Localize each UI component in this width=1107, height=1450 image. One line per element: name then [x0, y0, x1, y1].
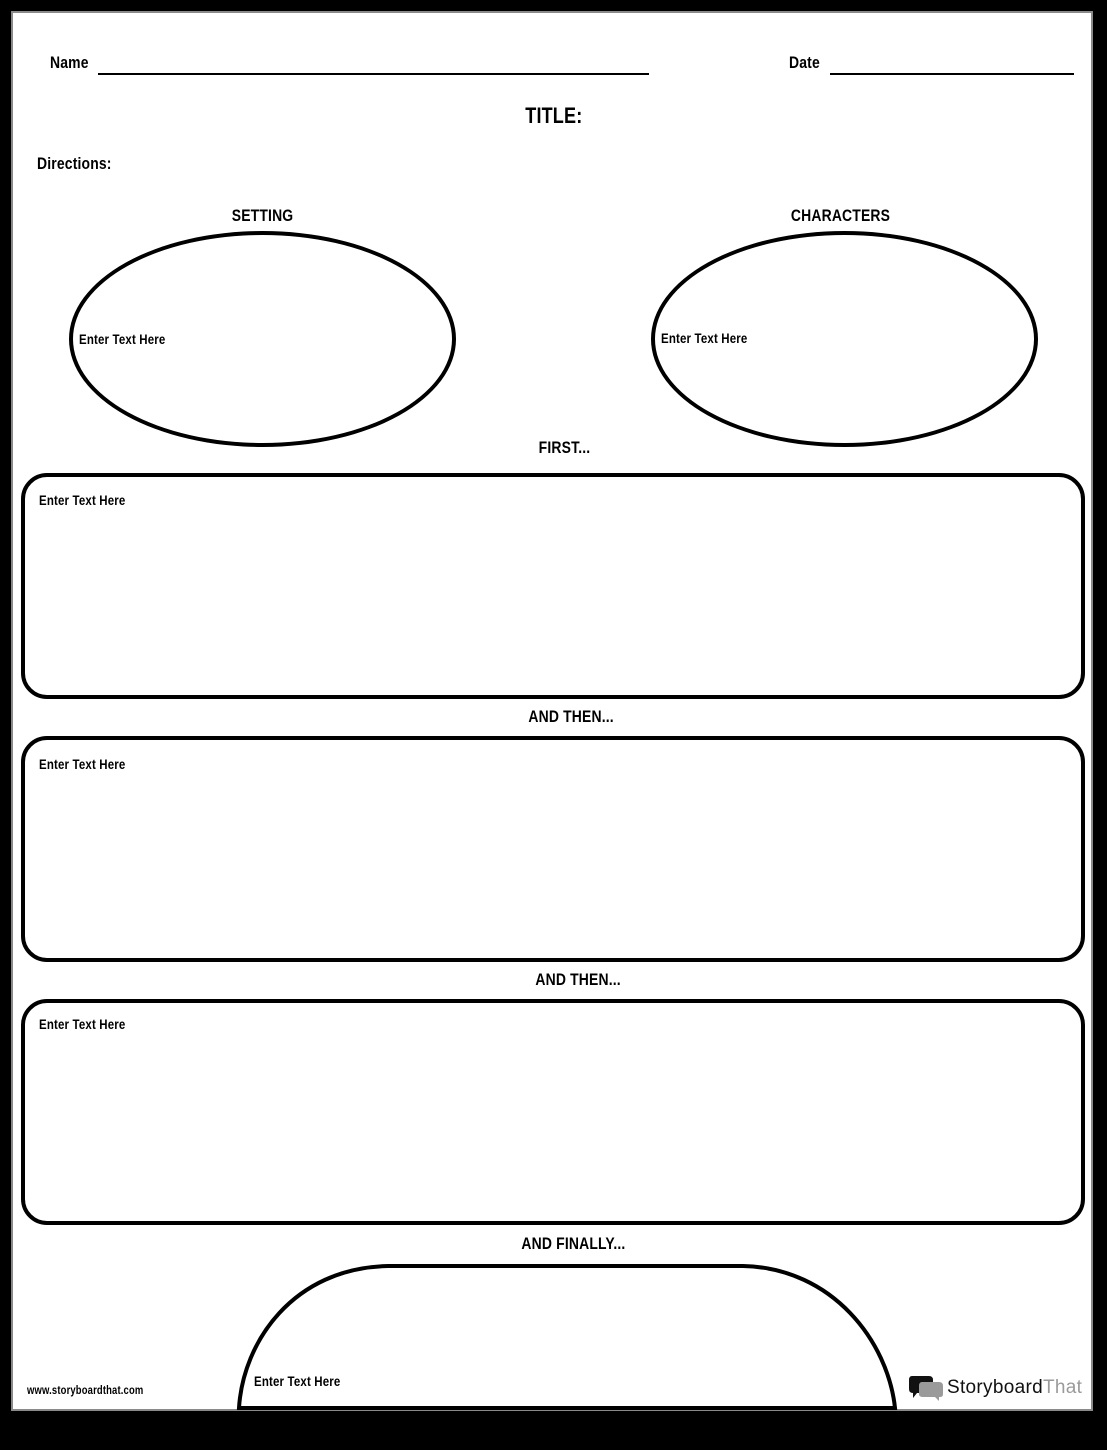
and-then-box-1[interactable] [21, 736, 1085, 962]
name-label: Name [50, 53, 89, 72]
title-label: TITLE: [525, 103, 583, 128]
characters-placeholder[interactable]: Enter Text Here [661, 330, 748, 346]
date-field[interactable] [830, 73, 1074, 75]
and-then-placeholder-1[interactable]: Enter Text Here [39, 756, 126, 772]
setting-oval[interactable] [69, 231, 456, 447]
first-heading: FIRST... [538, 438, 590, 457]
worksheet-page [11, 11, 1093, 1411]
and-finally-placeholder[interactable]: Enter Text Here [254, 1373, 341, 1389]
logo-that-text: That [1042, 1377, 1083, 1398]
directions-label: Directions: [37, 154, 112, 173]
footer-url[interactable]: www.storyboardthat.com [27, 1385, 144, 1397]
characters-oval[interactable] [651, 231, 1038, 447]
and-then-placeholder-2[interactable]: Enter Text Here [39, 1016, 126, 1032]
and-then-heading-2: AND THEN... [535, 970, 621, 989]
first-box[interactable] [21, 473, 1085, 699]
and-finally-heading: AND FINALLY... [520, 1234, 626, 1253]
storyboardthat-logo [909, 1375, 1082, 1401]
characters-heading: CHARACTERS [790, 206, 890, 225]
and-then-box-2[interactable] [21, 999, 1085, 1225]
name-field[interactable] [98, 73, 649, 75]
speech-bubbles-icon [909, 1375, 943, 1401]
logo-storyboard-text: Storyboard [947, 1377, 1043, 1398]
and-then-heading-1: AND THEN... [528, 707, 615, 726]
first-placeholder[interactable]: Enter Text Here [39, 492, 126, 508]
date-label: Date [789, 53, 820, 72]
setting-placeholder[interactable]: Enter Text Here [79, 331, 166, 347]
setting-heading: SETTING [232, 206, 294, 225]
